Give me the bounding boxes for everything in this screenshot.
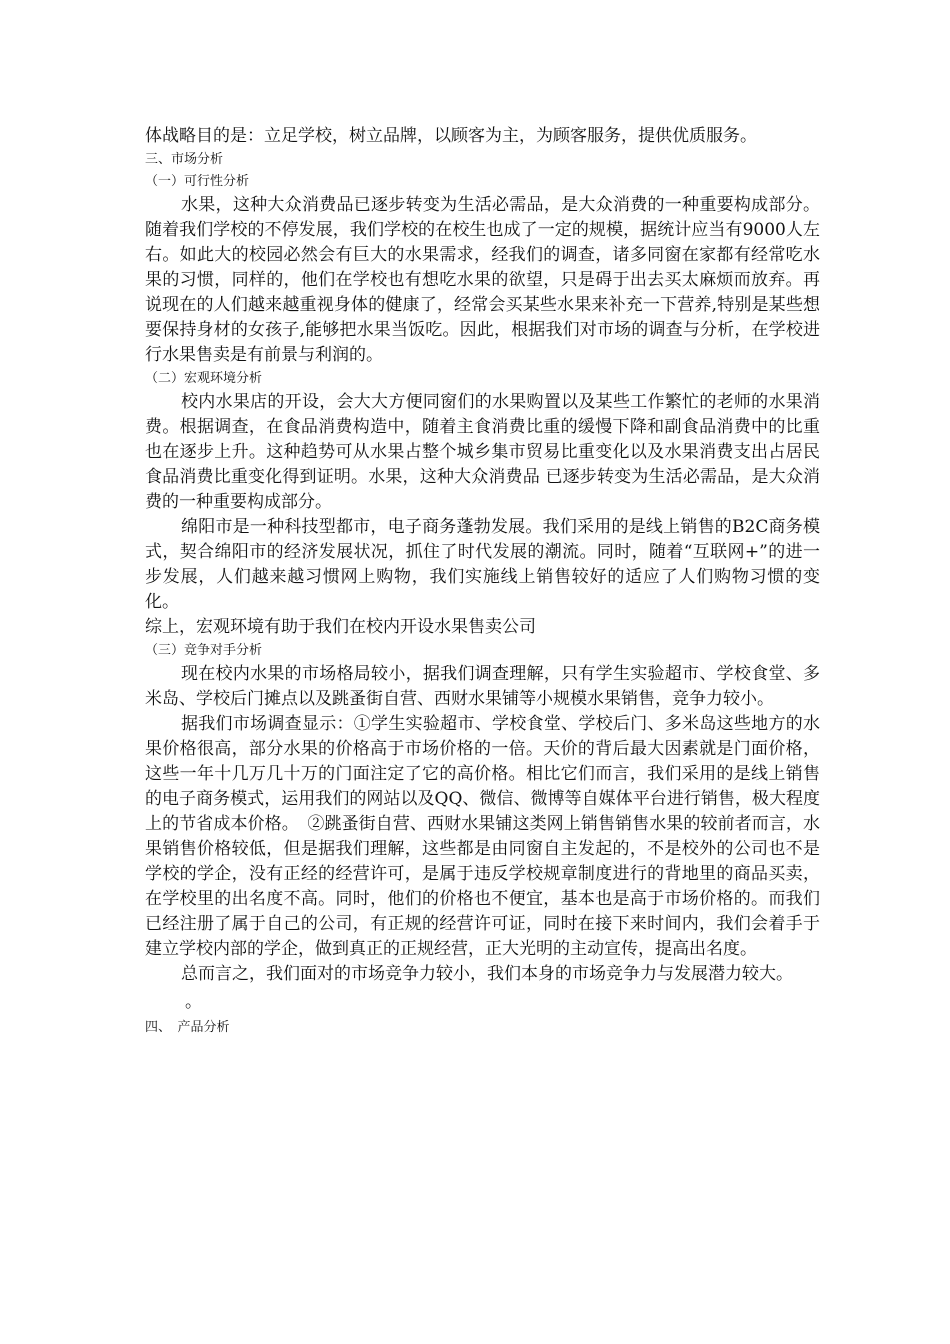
section-4-heading: 四、 产品分析 xyxy=(145,1020,230,1035)
competitor-paragraph-1: 现在校内水果的市场格局较小，据我们调查理解，只有学生实验超市、学校食堂、多米岛、学校后门摊点以及跳蚤街自营、西财水果铺等小规模水果销售，竞争力较小。 xyxy=(145,664,820,709)
feasibility-paragraph: 水果，这种大众消费品已逐步转变为生活必需品，是大众消费的一种重要构成部分。随着我们学校的不停发展，我们学校的在校生也成了一定的规模，据统计应当有9000人左右。如此大的校园必然会有巨大的水果需求，经我们的调查，诸多同窗在家都有经常吃水果的习惯，同样的，他们在学校也有想吃水果的欲望，只是碍于出去买太麻烦而放弃。再说现在的人们越来越重视身体的健康了，经常会买某些水果来补充一下营养,特别是某些想要保持身材的女孩子,能够把水果当饭吃。因此，根据我们对市场的调查与分析，在学校进行水果售卖是有前景与利润的。 xyxy=(145,195,820,365)
macro-paragraph-2: 绵阳市是一种科技型都市，电子商务蓬勃发展。我们采用的是线上销售的B2C商务模式，契合绵阳市的经济发展状况，抓住了时代发展的潮流。同时，随着“互联网+”的进一步发展，人们越来越习惯网上购物，我们实施线上销售较好的适应了人们购物习惯的变化。 xyxy=(145,517,820,612)
competitor-paragraph-2: 据我们市场调查显示：①学生实验超市、学校食堂、学校后门、多米岛这些地方的水果价格很高，部分水果的价格高于市场价格的一倍。天价的背后最大因素就是门面价格，这些一年十几万几十万的门面注定了它的高价格。相比它们而言，我们采用的是线上销售的电子商务模式，运用我们的网站以及QQ、微信、微博等自媒体平台进行销售，极大程度上的节省成本价格。 ②跳蚤街自营、西财水果铺这类网上销售销售水果的较前者而言，水果销售价格较低，但是据我们理解，这些都是由同窗自主发起的，不是校外的公司也不是学校的学企，没有正经的经营许可，是属于违反学校规章制度进行的背地里的商品买卖，在学校里的出名度不高。同时，他们的价格也不便宜，基本也是高于市场价格的。而我们已经注册了属于自己的公司，有正规的经营许可证，同时在接下来时间内，我们会着手于建立学校内部的学企，做到真正的正规经营，正大光明的主动宣传，提高出名度。 xyxy=(145,714,820,959)
intro-paragraph: 体战略目的是：立足学校，树立品牌，以顾客为主，为顾客服务，提供优质服务。 xyxy=(145,126,757,146)
macro-conclusion: 综上，宏观环境有助于我们在校内开设水果售卖公司 xyxy=(145,617,536,637)
subsection-3-heading: （三）竞争对手分析 xyxy=(145,643,263,658)
competitor-paragraph-3: 总而言之，我们面对的市场竞争力较小，我们本身的市场竞争力与发展潜力较大。 xyxy=(181,964,793,984)
trailing-period: 。 xyxy=(185,992,202,1012)
section-3-heading: 三、市场分析 xyxy=(145,152,224,167)
document-page xyxy=(145,124,820,1039)
macro-paragraph-1: 校内水果店的开设，会大大方便同窗们的水果购置以及某些工作繁忙的老师的水果消费。根据调查，在食品消费构造中，随着主食消费比重的缓慢下降和副食品消费中的比重也在逐步上升。这种趋势可从水果占整个城乡集市贸易比重变化以及水果消费支出占居民食品消费比重变化得到证明。水果，这种大众消费品 已逐步转变为生活必需品，是大众消费的一种重要构成部分。 xyxy=(145,392,820,512)
subsection-1-heading: （一）可行性分析 xyxy=(145,174,250,189)
subsection-2-heading: （二）宏观环境分析 xyxy=(145,371,263,386)
